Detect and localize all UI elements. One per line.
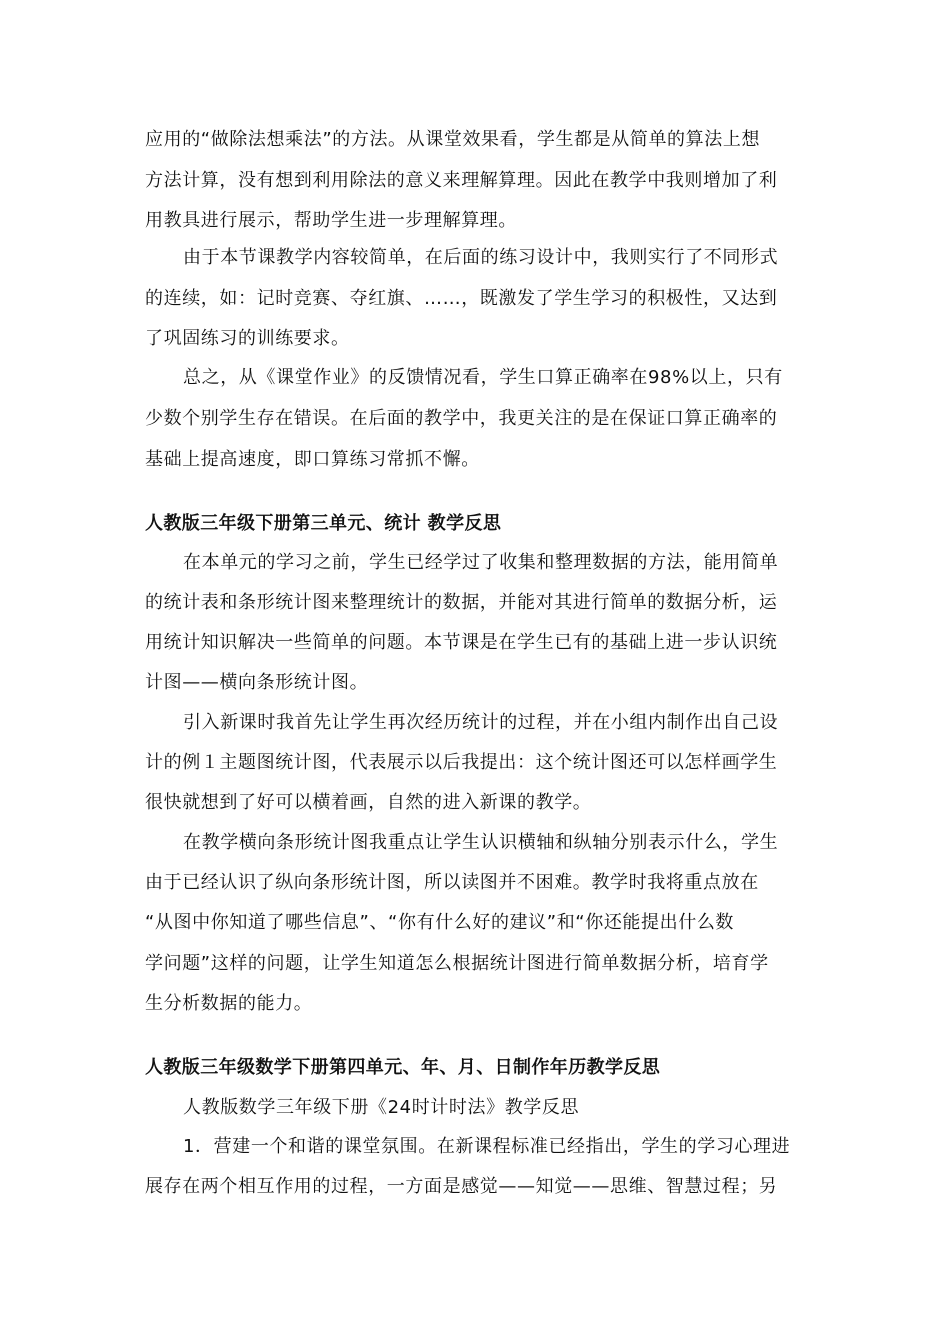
paragraph-line: 学问题”这样的问题，让学生知道怎么根据统计图进行简单数据分析，培育学 (145, 953, 769, 974)
paragraph-line: 在教学横向条形统计图我重点让学生认识横轴和纵轴分别表示什么，学生 (183, 832, 779, 853)
paragraph-line: 用教具进行展示，帮助学生进一步理解算理。 (145, 210, 517, 231)
paragraph-line: 1．营建一个和谐的课堂氛围。在新课程标准已经指出，学生的学习心理进 (183, 1136, 791, 1157)
paragraph-line: 计的例１主题图统计图，代表展示以后我提出：这个统计图还可以怎样画学生 (145, 752, 778, 773)
paragraph-line: 少数个别学生存在错误。在后面的教学中，我更关注的是在保证口算正确率的 (145, 408, 778, 429)
paragraph-line: 在本单元的学习之前，学生已经学过了收集和整理数据的方法，能用简单 (183, 552, 779, 573)
paragraph-line: 生分析数据的能力。 (145, 993, 313, 1014)
section-heading: 人教版三年级数学下册第四单元、年、月、日制作年历教学反思 (145, 1057, 661, 1078)
paragraph-line: 的连续，如：记时竞赛、夺红旗、……，既激发了学生学习的积极性，又达到 (145, 288, 778, 309)
paragraph-line: 由于已经认识了纵向条形统计图，所以读图并不困难。教学时我将重点放在 (145, 872, 759, 893)
paragraph-line: 总之，从《课堂作业》的反馈情况看，学生口算正确率在98%以上，只有 (183, 367, 783, 388)
paragraph-line: 引入新课时我首先让学生再次经历统计的过程，并在小组内制作出自己设 (183, 712, 779, 733)
paragraph-line: 很快就想到了好可以横着画，自然的进入新课的教学。 (145, 792, 592, 813)
paragraph-line: 展存在两个相互作用的过程，一方面是感觉——知觉——思维、智慧过程；另 (145, 1176, 778, 1197)
paragraph-line: 应用的“做除法想乘法”的方法。从课堂效果看，学生都是从简单的算法上想 (145, 129, 761, 150)
paragraph-subtitle: 人教版数学三年级下册《24时计时法》教学反思 (183, 1097, 580, 1118)
section-heading: 人教版三年级下册第三单元、统计 教学反思 (145, 513, 502, 534)
paragraph-line: 计图——横向条形统计图。 (145, 672, 369, 693)
paragraph-line: 基础上提高速度，即口算练习常抓不懈。 (145, 449, 480, 470)
paragraph-line: 的统计表和条形统计图来整理统计的数据，并能对其进行简单的数据分析，运 (145, 592, 778, 613)
paragraph-line: 由于本节课教学内容较简单，在后面的练习设计中，我则实行了不同形式 (183, 247, 779, 268)
paragraph-line: “从图中你知道了哪些信息”、“你有什么好的建议”和“你还能提出什么数 (145, 912, 735, 933)
paragraph-line: 用统计知识解决一些简单的问题。本节课是在学生已有的基础上进一步认识统 (145, 632, 778, 653)
paragraph-line: 了巩固练习的训练要求。 (145, 328, 350, 349)
paragraph-line: 方法计算，没有想到利用除法的意义来理解算理。因此在教学中我则增加了利 (145, 170, 778, 191)
